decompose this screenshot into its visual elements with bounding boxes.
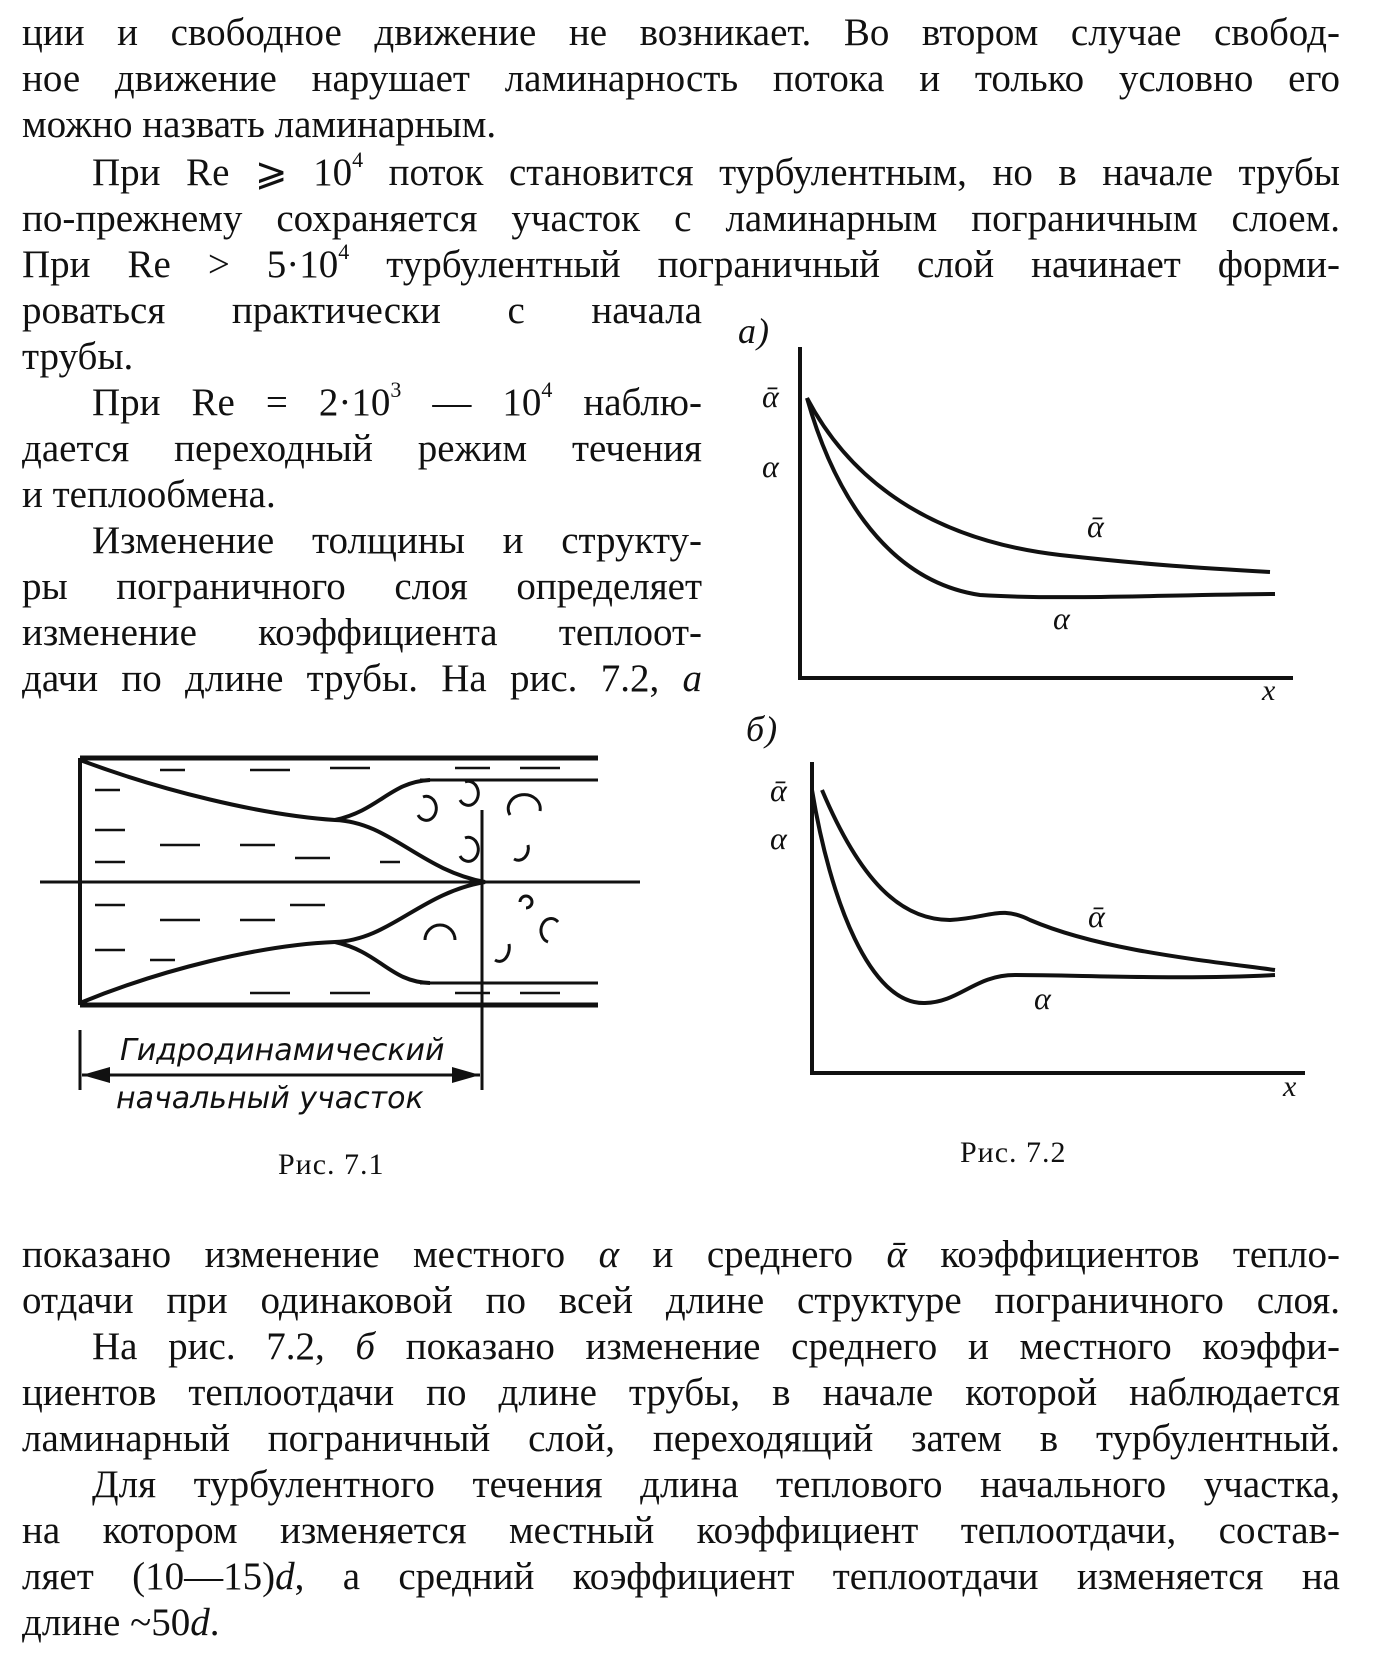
text-fragment: а [682,657,702,700]
text-line: изменение коэффициента теплоот- [22,611,702,654]
fig72b-curve-local-label: α [1034,980,1052,1016]
fig72a-axes [800,347,1293,680]
fig72b-ylabel-mean: ᾱ [770,772,788,808]
text-line [22,1600,1340,1646]
fig72a-ylabel-local: α [762,448,780,484]
text-line [22,1324,1340,1370]
text-line: ное движение нарушает ламинарность потока и только условно его [22,57,1340,100]
text-line: циентов теплоотдачи по длине трубы, в начале которой наблюдается [22,1371,1340,1414]
exponent: 4 [338,239,350,264]
text-line: дается переходный режим течения [22,427,702,470]
text-line: ламинарный пограничный слой, переходящий затем в турбулентный. [22,1417,1340,1460]
exponent: 4 [541,377,553,402]
text-line [22,1554,1340,1600]
exponent: 4 [352,147,364,172]
text-line: и теплообмена. [22,473,276,516]
fig72b-curve-local [812,790,1275,1003]
text-fragment: α [598,1233,620,1276]
text-line: Для турбулентного течения длина теплового начального участка, [92,1463,1340,1506]
text-fragment: При Re = 2·10 [92,381,391,424]
fig72-panel-b-label: б) [746,709,779,749]
text-line [22,1232,1340,1278]
text-fragment: При Re ⩾ 10 [92,151,353,194]
text-line: трубы. [22,335,134,378]
fig72a-curve-mean-label: ᾱ [1087,508,1105,544]
text-fragment: турбулентный пограничный слой начинает форми- [349,243,1340,286]
fig72b-axes [812,762,1305,1075]
text-line: на котором изменяется местный коэффициент теплоотдачи, состав- [22,1509,1340,1552]
text-fragment: . [209,1601,220,1644]
text-line: отдачи при одинаковой по всей длине структуре пограничного слоя. [22,1279,1340,1322]
text-fragment: дачи по длине трубы. На рис. 7.2, [22,657,683,700]
text-fragment: d [190,1601,210,1644]
fig71-turbulent-eddies [418,781,558,961]
text-fragment: и среднего [619,1233,887,1276]
text-line: можно назвать ламинарным. [22,103,497,146]
exponent: 3 [390,377,402,402]
fig72b-xlabel: x [1283,1070,1298,1103]
text-fragment: б [355,1325,376,1368]
text-fragment: , а средний коэффициент теплоотдачи изменяется на [294,1555,1340,1598]
text-line: по-прежнему сохраняется участок с ламинарным пограничным слоем. [22,197,1340,240]
text-fragment: На рис. 7.2, [92,1325,356,1368]
text-fragment: d [275,1555,295,1598]
fig72-caption: Рис. 7.2 [960,1136,1067,1169]
text-fragment: поток становится турбулентным, но в начале трубы [363,151,1340,194]
text-line: ры пограничного слоя определяет [22,565,702,608]
fig72a-curve-mean [807,398,1270,572]
fig72b-curve-mean-label: ᾱ [1088,898,1106,934]
text-line: Изменение толщины и структу- [92,519,702,562]
text-fragment: показано изменение местного [22,1233,599,1276]
fig72a-xlabel: x [1262,674,1277,707]
text-fragment: показано изменение среднего и местного коэффи- [375,1325,1341,1368]
text-fragment: — 10 [401,381,542,424]
fig71-label-line2: начальный участок [116,1081,424,1116]
fig71-caption: Рис. 7.1 [278,1148,385,1181]
text-fragment: коэффициентов тепло- [906,1233,1340,1276]
fig72-panel-a-label: а) [738,311,770,351]
fig72a-ylabel-mean: ᾱ [762,378,780,414]
text-fragment: длине ~50 [22,1601,191,1644]
text-line: ции и свободное движение не возникает. Во втором случае свобод- [22,11,1340,54]
text-fragment: ляет (10—15) [22,1555,276,1598]
text-fragment: ᾱ [886,1233,907,1276]
text-line: роваться практически с начала [22,289,702,332]
text-fragment: При Re > 5·10 [22,243,339,286]
fig72b-ylabel-local: α [770,820,788,856]
fig71-label-line1: Гидродинамический [120,1033,445,1068]
text-fragment: наблю- [552,381,703,424]
fig72b-curve-mean [822,790,1275,970]
fig72a-curve-local-label: α [1053,600,1071,636]
